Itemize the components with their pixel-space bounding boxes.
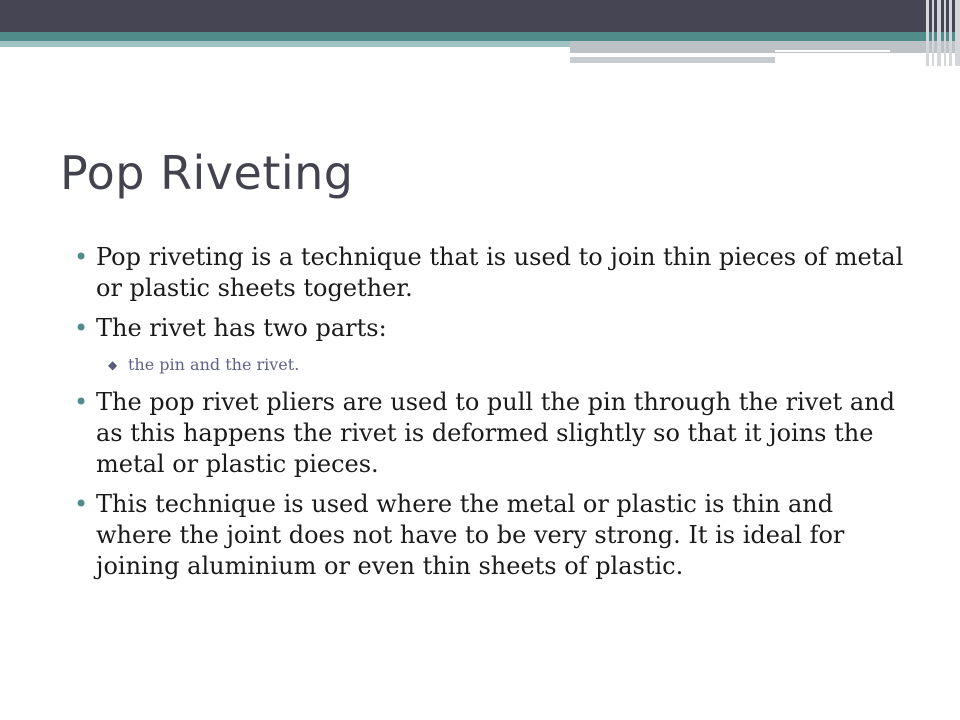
bullet-marker: • — [74, 314, 89, 342]
header-gray-line — [570, 57, 775, 63]
bullet-text: The rivet has two parts: — [96, 314, 387, 342]
bullet-text: This technique is used where the metal or plastic is thin and where the joint does not have to be very strong. It is ideal for joining aluminium or even thin sheets of plastic. — [96, 490, 845, 580]
sub-bullet-item — [74, 354, 914, 376]
bullet-list — [74, 242, 914, 582]
bullet-text: The pop rivet pliers are used to pull the pin through the rivet and as this happens the rivet is deformed slightly so that it joins the metal or plastic pieces. — [96, 388, 895, 478]
header-gray-step — [570, 41, 960, 53]
header-teal-band — [0, 32, 960, 41]
bullet-marker: • — [74, 243, 89, 271]
sub-bullet-text: the pin and the rivet. — [128, 355, 300, 374]
bullet-item — [74, 313, 914, 344]
header-white-line — [775, 50, 890, 52]
bullet-marker: • — [74, 490, 89, 518]
diamond-icon: ◆ — [108, 358, 118, 372]
bullet-marker: • — [74, 388, 89, 416]
bullet-item — [74, 387, 914, 480]
bullet-item — [74, 242, 914, 304]
header-teal-light-band — [0, 41, 570, 47]
header-stripes — [926, 0, 960, 66]
bullet-text: Pop riveting is a technique that is used to join thin pieces of metal or plastic sheets together. — [96, 243, 904, 302]
slide-title: Pop Riveting — [60, 146, 354, 200]
header-dark-band — [0, 0, 960, 32]
bullet-item — [74, 489, 914, 582]
